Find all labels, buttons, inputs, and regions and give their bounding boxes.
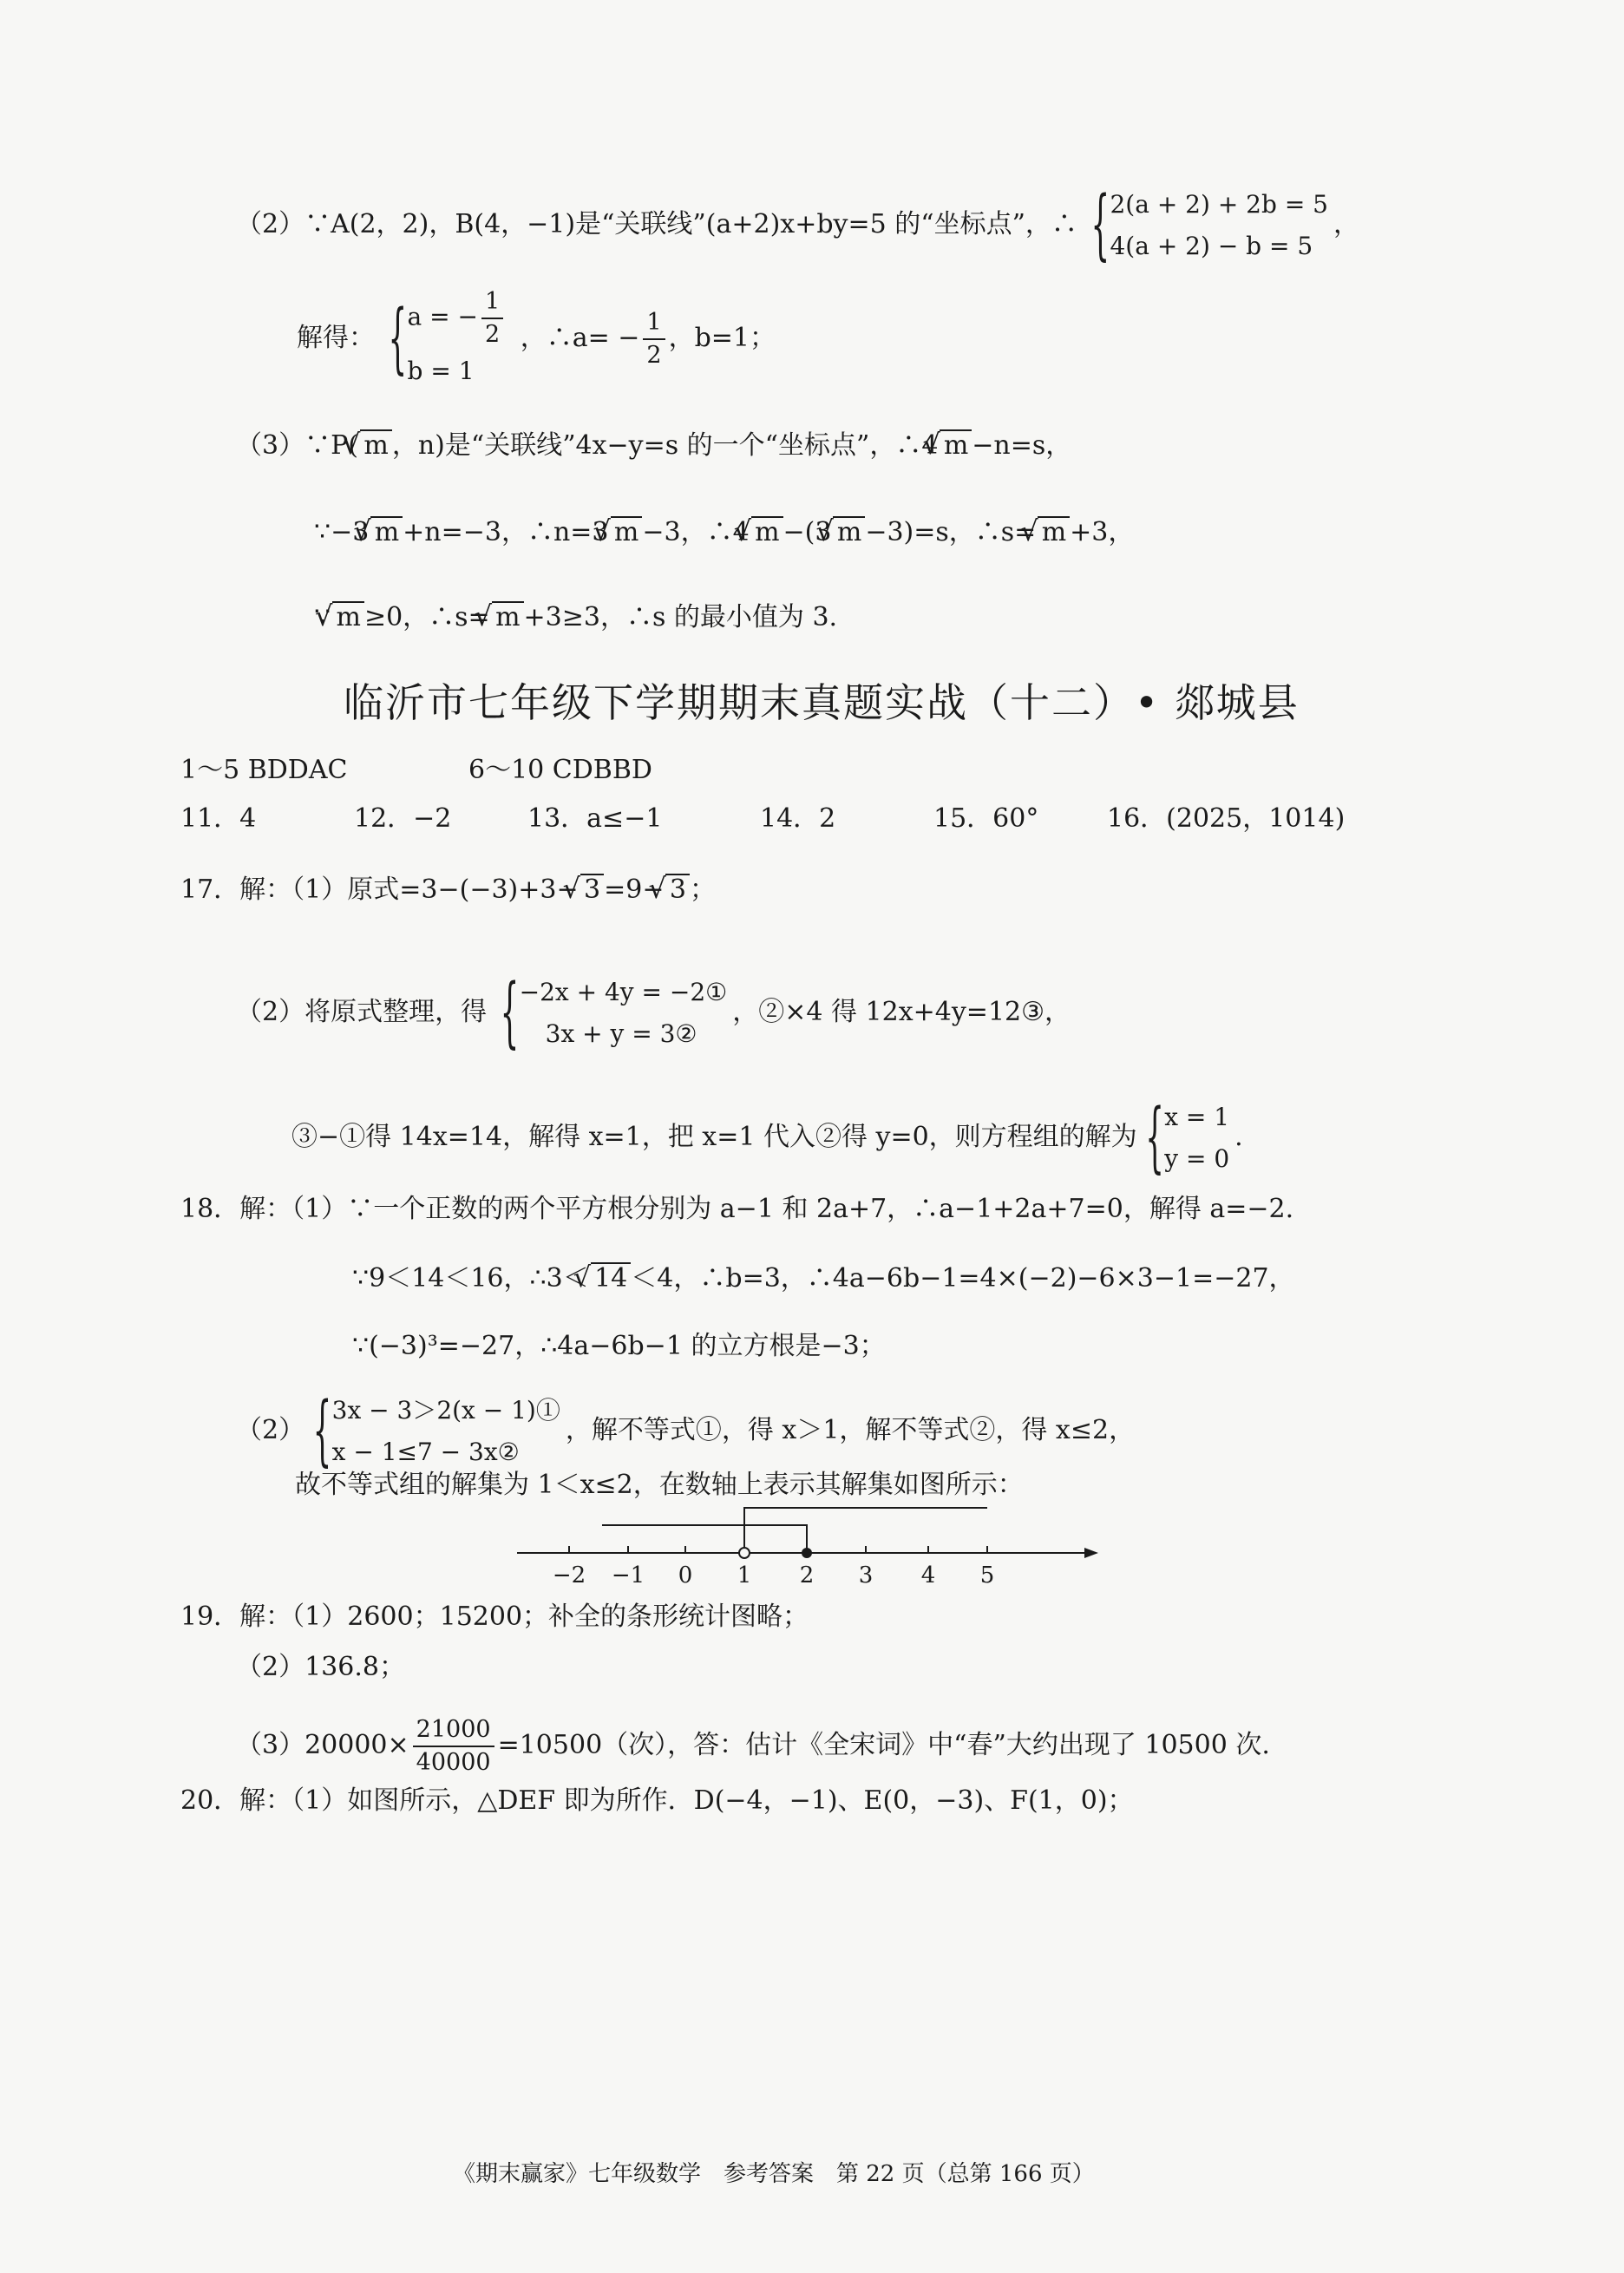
- solution-system: { a = − $\frac{1}{2}$ b = 1: [389, 286, 508, 392]
- q18-solution-text: 故不等式组的解集为 1＜x≤2，在数轴上表示其解集如图所示：: [295, 1470, 1024, 1500]
- part3-line2: ∵−3√ m +n=−3，∴n=3√ m −3，∴4√ m −(3√ m −3)=s，∴s=√ m +3，: [314, 514, 1134, 552]
- number-line-diagram: [512, 1499, 1102, 1589]
- answer-15: 15．60°: [933, 803, 1039, 834]
- tick-label: 5: [979, 1562, 995, 1588]
- tick-label: 1: [737, 1562, 752, 1588]
- open-point-1: [739, 1548, 750, 1558]
- answer-11: 11．4: [180, 803, 257, 834]
- q18-part1-line2: ∵9＜14＜16，∴3＜√ 14 ＜4，∴b=3，∴4a−6b−1=4×(−2)−6×3−1=−27，: [352, 1260, 1295, 1298]
- q18-part2: （2） { 3x − 3＞2(x − 1)① x − 1≤7 − 3x② ，解不等式①，得 x＞1，解不等式②，得 x≤2，: [236, 1386, 1136, 1477]
- q17-part3: ③−①得 14x=14，解得 x=1，把 x=1 代入②得 y=0，则方程组的解为 { x = 1 y = 0 .: [291, 1093, 1243, 1183]
- answer-14: 14．2: [760, 803, 836, 834]
- q17-part1: 17．解：（1）原式=3−(−3)+3−√ 3 =9−√ 3 ；: [180, 871, 716, 909]
- q19-part1: 19．解：（1）2600；15200；补全的条形统计图略；: [180, 1602, 809, 1632]
- tick-label: 0: [678, 1562, 693, 1588]
- solution-system: { x = 1 y = 0: [1145, 1093, 1230, 1183]
- tick-label: 2: [799, 1562, 815, 1588]
- equation-system: { 2(a + 2) + 2b = 5 4(a + 2) − b = 5: [1090, 180, 1328, 271]
- answer-12: 12．−2: [354, 803, 452, 834]
- tick-label: 3: [858, 1562, 874, 1588]
- q20-part1: 20．解：（1）如图所示，△DEF 即为所作．D(−4，−1)、E(0，−3)、F(1，0)；: [180, 1785, 1134, 1816]
- mc-answers-1-5: 1～5 BDDAC: [180, 755, 348, 785]
- arrow-head-icon: [1084, 1548, 1098, 1558]
- section-title: 临沂市七年级下学期期末真题实战（十二）• 郯城县: [344, 679, 1300, 726]
- fraction: $\frac{1}{2}$: [481, 286, 503, 350]
- mc-answers-6-10: 6～10 CDBBD: [468, 755, 652, 785]
- fraction: $\frac{21000}{40000}$: [413, 1714, 494, 1778]
- q17-part2: （2）将原式整理，得 { −2x + 4y = −2① 3x + y = 3② ，②×4 得 12x+4y=12③，: [236, 968, 1071, 1058]
- closed-point-2: [802, 1548, 812, 1558]
- tick-label: −1: [611, 1562, 645, 1588]
- part2-solution-line: 解得： { a = − $\frac{1}{2}$ b = 1 ，∴a= − $\frac{1}{2}$ ，b=1；: [297, 286, 776, 392]
- q18-part1-line1: 18．解：（1）∵一个正数的两个平方根分别为 a−1 和 2a+7，∴a−1+2a+7=0，解得 a=−2.: [180, 1194, 1294, 1224]
- tick-marks: [569, 1546, 987, 1553]
- answer-16: 16．(2025，1014): [1107, 803, 1346, 834]
- equation-system: { −2x + 4y = −2① 3x + y = 3②: [500, 968, 728, 1058]
- page-footer: 《期末赢家》七年级数学 参考答案 第 22 页（总第 166 页）: [453, 2161, 1095, 2187]
- q18-part1-line3: ∵(−3)³=−27，∴4a−6b−1 的立方根是−3；: [352, 1331, 886, 1361]
- part3-line3: ∵√ m ≥0，∴s=√ m +3≥3，∴s 的最小值为 3.: [314, 599, 837, 637]
- part2-condition-line: （2）∵A(2，2)，B(4，−1)是“关联线”(a+2)x+by=5 的“坐标点”，∴ { 2(a + 2) + 2b = 5 4(a + 2) − b = 5 ，: [236, 180, 1359, 271]
- part3-line1: （3）∵P(√ m ，n)是“关联线”4x−y=s 的一个“坐标点”，∴4√ m −n=s，: [236, 427, 1071, 465]
- q19-part3: （3）20000× $\frac{21000}{40000}$ =10500（次），答：估计《全宋词》中“春”大约出现了 10500 次.: [236, 1714, 1270, 1778]
- range-x-le-2: [602, 1525, 807, 1553]
- fraction: $\frac{1}{2}$: [643, 307, 665, 371]
- text: （2）∵A(2，2)，B(4，−1)是“关联线”(a+2)x+by=5 的“坐标点”，∴: [236, 209, 1077, 239]
- q19-part2: （2）136.8；: [236, 1652, 405, 1682]
- answer-13: 13．a≤−1: [527, 803, 663, 834]
- tick-label: 4: [920, 1562, 936, 1588]
- inequality-system: { 3x − 3＞2(x − 1)① x − 1≤7 − 3x②: [312, 1386, 560, 1477]
- tick-label: −2: [552, 1562, 586, 1588]
